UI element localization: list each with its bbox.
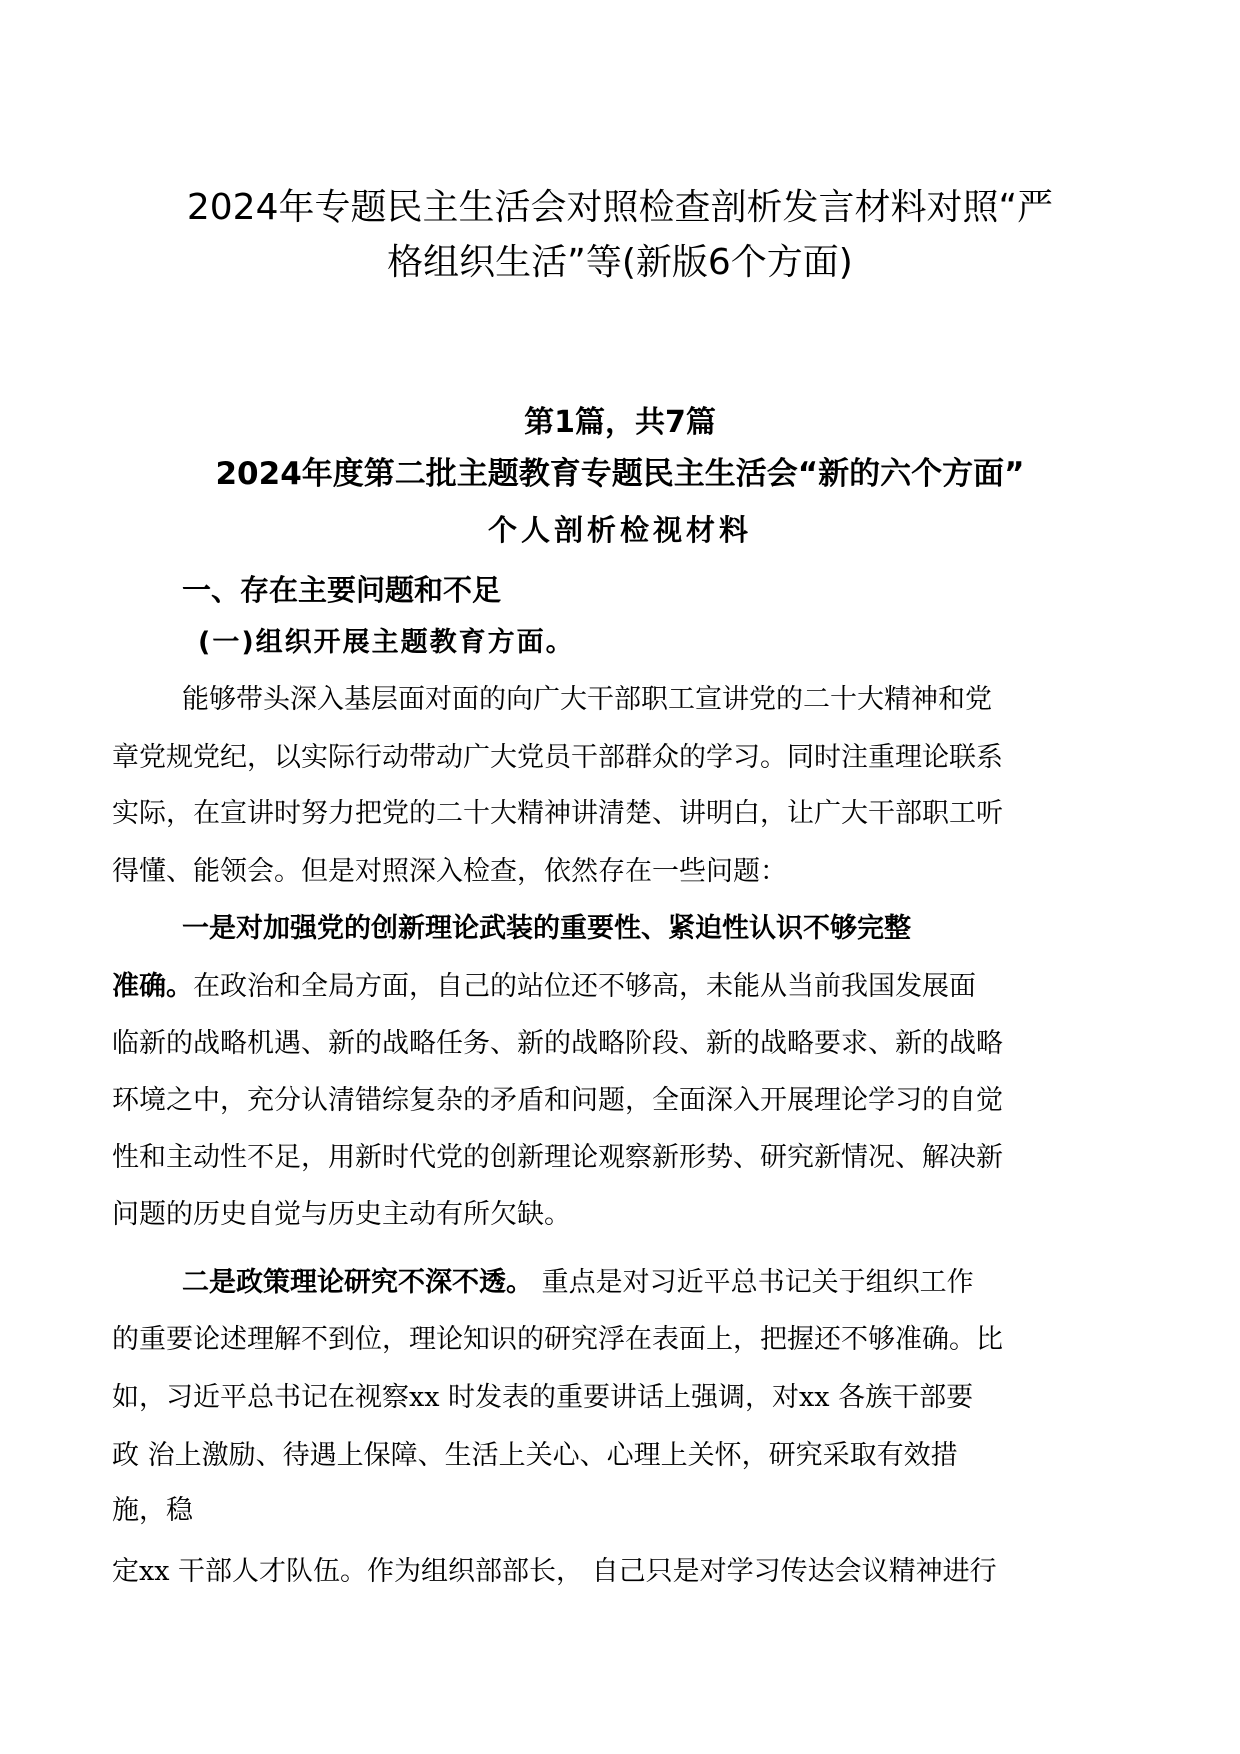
subsection-heading: (一)组织开展主题教育方面。: [198, 627, 575, 658]
paragraph-3-line: [182, 1266, 974, 1300]
paragraph-2-bold-lead: 一是对加强党的创新理论武装的重要性、紧迫性认识不够完整: [182, 913, 911, 944]
paragraph-2-line: 性和主动性不足，用新时代党的创新理论观察新形势、研究新情况、解决新: [112, 1142, 1003, 1173]
paragraph-2-bold-lead-end: 准确。: [112, 971, 193, 1002]
paragraph-1-line: 章党规党纪，以实际行动带动广大党员干部群众的学习。同时注重理论联系: [112, 742, 1003, 773]
document-title-line-1: 2024年专题民主生活会对照检查剖析发言材料对照“严: [186, 187, 1054, 228]
paragraph-2-line-text: 在政治和全局方面，自己的站位还不够高，未能从当前我国发展面: [193, 971, 976, 1002]
paragraph-2-line: 临新的战略机遇、新的战略任务、新的战略阶段、新的战略要求、新的战略: [112, 1028, 1003, 1059]
paragraph-1-line: 得懂、能领会。但是对照深入检查，依然存在一些问题：: [112, 856, 787, 887]
chapter-subtitle: 个人剖析检视材料: [487, 513, 752, 547]
chapter-count: 第1篇，共7篇: [524, 405, 716, 440]
chapter-title: 2024年度第二批主题教育专题民主生活会“新的六个方面”: [215, 456, 1025, 492]
paragraph-1-line: 实际，在宣讲时努力把党的二十大精神讲清楚、讲明白，让广大干部职工听: [112, 798, 1003, 829]
section-heading: 一、存在主要问题和不足: [182, 573, 502, 607]
paragraph-3-line-text: 重点是对习近平总书记关于组织工作: [533, 1267, 974, 1298]
paragraph-3-bold-lead: 二是政策理论研究不深不透。: [182, 1267, 533, 1298]
paragraph-3-line: 的重要论述理解不到位，理论知识的研究浮在表面上，把握还不够准确。比: [112, 1324, 1003, 1355]
paragraph-2-line: 问题的历史自觉与历史主动有所欠缺。: [112, 1199, 571, 1230]
paragraph-3-line: 施，稳: [112, 1495, 193, 1526]
paragraph-2-line: [112, 970, 976, 1004]
paragraph-3-line: 政 治上激励、待遇上保障、生活上关心、心理上关怀，研究采取有效措: [112, 1440, 958, 1471]
paragraph-1-line: 能够带头深入基层面对面的向广大干部职工宣讲党的二十大精神和党: [182, 684, 992, 715]
paragraph-3-line: 如，习近平总书记在视察xx 时发表的重要讲话上强调，对xx 各族干部要: [112, 1382, 974, 1413]
document-title-line-2: 格组织生活”等(新版6个方面): [387, 242, 853, 283]
paragraph-2-line: 环境之中，充分认清错综复杂的矛盾和问题，全面深入开展理论学习的自觉: [112, 1085, 1003, 1116]
paragraph-3-line: 定xx 干部人才队伍。作为组织部部长， 自己只是对学习传达会议精神进行: [112, 1556, 997, 1587]
